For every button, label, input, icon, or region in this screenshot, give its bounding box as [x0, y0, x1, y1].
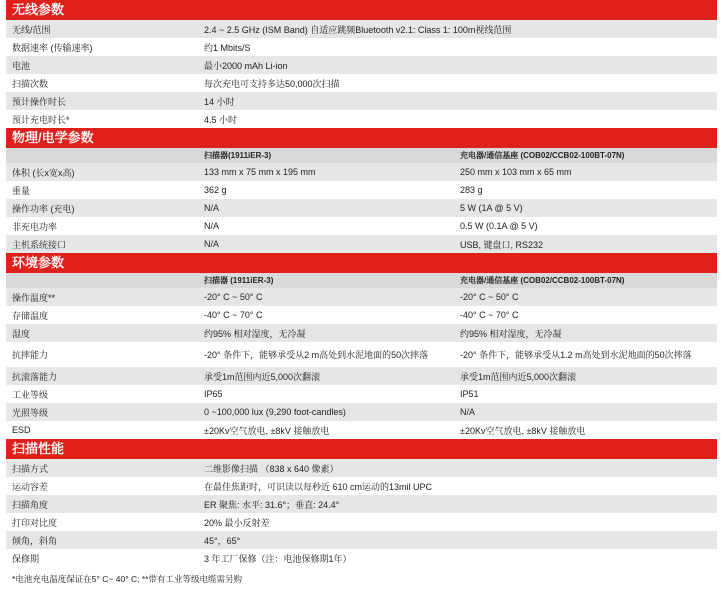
wireless-table — [6, 20, 717, 128]
table-row — [6, 459, 717, 477]
table-row — [6, 495, 717, 513]
scanner-value: -20° 条件下，能够承受从2 m高处到水泥地面的50次摔落 — [204, 349, 429, 360]
scanner-value: N/A — [204, 203, 220, 213]
row-label: 数据速率 (传输速率) — [12, 42, 93, 53]
row-label: 光照等级 — [12, 407, 49, 418]
row-value: 在最佳焦距时，可识读以每秒近 610 cm运动的13mil UPC — [204, 481, 433, 492]
section-header-physical: 物理/电学参数 — [6, 128, 717, 148]
row-value: 45°，65° — [204, 535, 241, 546]
row-value: 4.5 小时 — [204, 114, 238, 125]
row-label: 扫描方式 — [12, 463, 49, 474]
row-label: 操作功率 (充电) — [12, 203, 75, 214]
row-value: ER 聚焦: 水平: 31.6°；垂直: 24.4° — [204, 499, 340, 510]
charger-value: ±20Kv空气放电, ±8kV 接触放电 — [460, 425, 586, 436]
scanner-value: -40° C ~ 70° C — [204, 310, 263, 320]
environment-table — [6, 273, 717, 439]
row-label: 抗摔能力 — [12, 349, 49, 360]
charger-value: 283 g — [460, 185, 483, 195]
physical-table — [6, 148, 717, 253]
table-row — [6, 217, 717, 235]
table-row — [6, 163, 717, 181]
table-row — [6, 421, 717, 439]
row-label: 扫描角度 — [12, 499, 49, 510]
row-value: 每次充电可支持多达50,000次扫描 — [204, 78, 340, 89]
table-row — [6, 513, 717, 531]
table-row — [6, 367, 717, 385]
row-label: 预计充电时长* — [12, 114, 70, 125]
table-row — [6, 181, 717, 199]
row-label: 运动容差 — [12, 481, 49, 492]
row-label: 无线/范围 — [12, 24, 51, 35]
table-row — [6, 549, 717, 567]
charger-value: 250 mm x 103 mm x 65 mm — [460, 167, 572, 177]
row-label: ESD — [12, 425, 31, 435]
charger-value: 0.5 W (0.1A @ 5 V) — [460, 221, 538, 231]
scanner-value: -20° C ~ 50° C — [204, 292, 263, 302]
charger-value: N/A — [460, 407, 476, 417]
table-row — [6, 38, 717, 56]
row-label: 保修期 — [12, 553, 40, 564]
table-row — [6, 92, 717, 110]
table-row — [6, 235, 717, 253]
scanner-value: 约95% 相对湿度，无冷凝 — [204, 328, 306, 339]
table-row — [6, 74, 717, 92]
row-label: 预计操作时长 — [12, 96, 67, 107]
scanner-value: N/A — [204, 221, 220, 231]
row-label: 倾角，斜角 — [12, 535, 58, 546]
row-value: 二维影像扫描 （838 x 640 像素） — [204, 463, 339, 474]
column-header-row — [6, 273, 717, 288]
row-value: 约1 Mbits/S — [204, 42, 251, 53]
table-row — [6, 403, 717, 421]
row-label: 电池 — [12, 60, 31, 71]
scanner-value: IP65 — [204, 389, 223, 399]
table-row — [6, 342, 717, 367]
row-value: 最小2000 mAh Li-ion — [204, 60, 288, 71]
table-row — [6, 477, 717, 495]
row-label: 重量 — [12, 185, 31, 196]
charger-value: -20° C ~ 50° C — [460, 292, 519, 302]
row-label: 扫描次数 — [12, 78, 49, 89]
scanner-value: 承受1m范围内近5,000次翻滚 — [204, 371, 321, 382]
table-row — [6, 306, 717, 324]
row-label: 抗滚落能力 — [12, 371, 58, 382]
scanning-table — [6, 459, 717, 567]
section-header-environment: 环境参数 — [6, 253, 717, 273]
scanner-value: 133 mm x 75 mm x 195 mm — [204, 167, 316, 177]
table-row — [6, 385, 717, 403]
column-header-row — [6, 148, 717, 163]
row-label: 非充电功率 — [12, 221, 58, 232]
table-row — [6, 199, 717, 217]
row-value: 14 小时 — [204, 96, 235, 107]
charger-value: USB, 键盘口, RS232 — [460, 239, 544, 250]
charger-value: IP51 — [460, 389, 479, 399]
row-label: 湿度 — [12, 328, 31, 339]
scanner-value: ±20Kv空气放电, ±8kV 接触放电 — [204, 425, 330, 436]
scanner-value: N/A — [204, 239, 220, 249]
row-value: 3 年工厂保修（注：电池保修期1年） — [204, 553, 352, 564]
row-value: 20% 最小反射差 — [204, 517, 270, 528]
charger-value: 承受1m范围内近5,000次翻滚 — [460, 371, 577, 382]
column-header-scanner: 扫描器(1911iER-3) — [204, 151, 272, 160]
row-label: 操作温度** — [12, 292, 56, 303]
row-label: 体积 (长x宽x高) — [12, 167, 75, 178]
table-row — [6, 56, 717, 74]
section-header-scanning: 扫描性能 — [6, 439, 717, 459]
column-header-scanner: 扫描器 (1911iER-3) — [204, 276, 274, 285]
row-label: 工业等级 — [12, 389, 49, 400]
table-row — [6, 531, 717, 549]
row-label: 主机系统接口 — [12, 239, 67, 250]
charger-value: 5 W (1A @ 5 V) — [460, 203, 523, 213]
charger-value: 约95% 相对湿度，无冷凝 — [460, 328, 562, 339]
column-header-charger: 充电器/通信基座 (COB02/CCB02-100BT-07N) — [460, 276, 625, 285]
charger-value: -20° 条件下，能够承受从1.2 m高处到水泥地面的50次摔落 — [460, 349, 692, 360]
charger-value: -40° C ~ 70° C — [460, 310, 519, 320]
section-header-wireless: 无线参数 — [6, 0, 717, 20]
table-row — [6, 20, 717, 38]
table-row — [6, 324, 717, 342]
table-row — [6, 110, 717, 128]
scanner-value: 362 g — [204, 185, 227, 195]
table-row — [6, 288, 717, 306]
column-header-charger: 充电器/通信基座 (COB02/CCB02-100BT-07N) — [460, 151, 625, 160]
row-label: 存储温度 — [12, 310, 49, 321]
row-value: 2.4 ~ 2.5 GHz (ISM Band) 自适应跳频Bluetooth v2.1: Class 1: 100m视线范围 — [204, 24, 512, 35]
footnote: *电池充电温度保证在5° C~ 40° C; **带有工业等级电缆需另购 — [12, 574, 242, 584]
row-label: 打印对比度 — [12, 517, 58, 528]
scanner-value: 0 ~100,000 lux (9,290 foot-candles) — [204, 407, 346, 417]
